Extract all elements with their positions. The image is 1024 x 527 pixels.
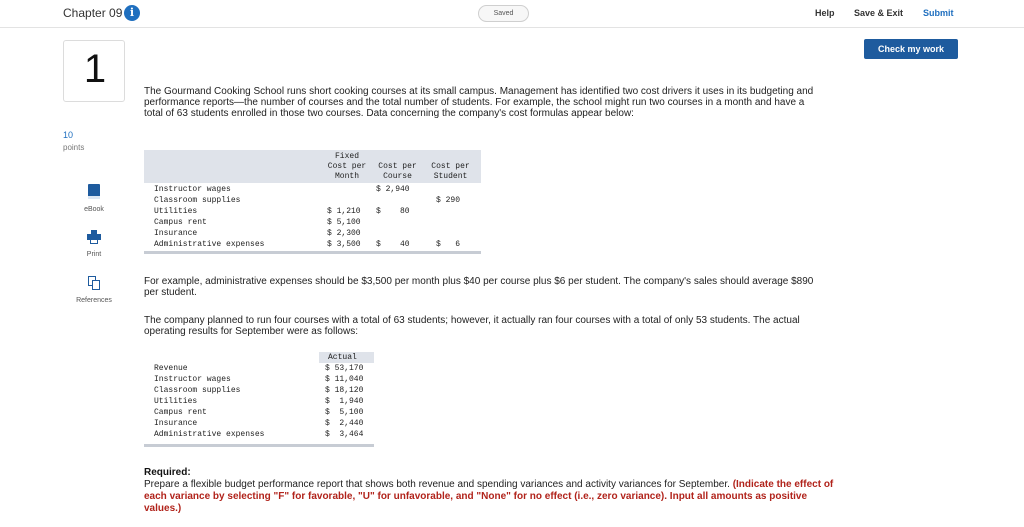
- required-section: [144, 467, 834, 515]
- intro-paragraph: The Gourmand Cooking School runs short cooking courses at its small campus. Management has identified two cost drivers it uses in its budgeting and performance reports—the number of courses and the total number of students. For example, the school might run two courses in a month and have a total of 63 students enrolled in those two courses. Data concerning the company's cost formulas appear below:: [144, 86, 814, 119]
- actual-results-table: [144, 352, 374, 447]
- table-row: [144, 418, 374, 429]
- check-my-work-button[interactable]: Check my work: [864, 39, 958, 59]
- row-label: Classroom supplies: [154, 196, 241, 205]
- table-bottom-rule: [144, 251, 481, 254]
- points-label: points: [63, 143, 85, 152]
- actual-header-label: Actual: [328, 353, 357, 362]
- row-label: Administrative expenses: [154, 430, 265, 439]
- header-course-line1: Cost per: [378, 162, 417, 171]
- actual-cell: $ 53,170: [325, 364, 364, 373]
- required-body: Prepare a flexible budget performance report that shows both revenue and spending variances and activity variances for September.: [144, 479, 730, 490]
- header-month: [317, 152, 377, 182]
- table-bottom-rule: [144, 444, 374, 447]
- actual-cell: $ 2,440: [325, 419, 364, 428]
- table-row: [144, 385, 374, 396]
- student-cell: $ 6: [436, 240, 461, 249]
- print-button[interactable]: [55, 230, 133, 258]
- table-row: [144, 239, 481, 250]
- save-exit-link[interactable]: Save & Exit: [854, 8, 904, 18]
- row-label: Insurance: [154, 419, 198, 428]
- header-course: [370, 162, 425, 182]
- header-course-line2: Course: [383, 172, 412, 181]
- table-row: [144, 407, 374, 418]
- print-label: Print: [86, 251, 102, 258]
- actual-cell: $ 1,940: [325, 397, 364, 406]
- table-row: [144, 228, 481, 239]
- course-cell: $ 2,940: [376, 185, 410, 194]
- points-value: 10: [63, 130, 74, 140]
- top-bar: [0, 0, 1024, 28]
- row-label: Instructor wages: [154, 185, 231, 194]
- table-row: [144, 374, 374, 385]
- row-label: Campus rent: [154, 408, 207, 417]
- header-month-line1: Fixed: [334, 152, 359, 161]
- references-button[interactable]: [55, 276, 133, 304]
- month-cell: $ 2,300: [327, 229, 361, 238]
- course-cell: $ 80: [376, 207, 410, 216]
- actual-cell: $ 18,120: [325, 386, 364, 395]
- example-paragraph: For example, administrative expenses should be $3,500 per month plus $40 per course plus $6 per student. The company's sales should average $890 per student.: [144, 276, 814, 298]
- row-label: Instructor wages: [154, 375, 231, 384]
- planned-paragraph: The company planned to run four courses with a total of 63 students; however, it actually ran four courses with a total of only 53 students. The actual operating results for September were as follows:: [144, 315, 800, 337]
- question-number: 1: [83, 47, 107, 91]
- submit-link[interactable]: Submit: [923, 8, 954, 18]
- actual-cell: $ 3,464: [325, 430, 364, 439]
- row-label: Campus rent: [154, 218, 207, 227]
- table-row: [144, 195, 481, 206]
- row-label: Classroom supplies: [154, 386, 241, 395]
- book-icon: [88, 184, 100, 199]
- month-cell: $ 1,210: [327, 207, 361, 216]
- student-cell: $ 290: [436, 196, 461, 205]
- course-cell: $ 40: [376, 240, 410, 249]
- required-instructions: (Indicate the effect of each variance by selecting "F" for favorable, "U" for unfavorable, and "None" for no effect (i.e., zero variance). Input all amounts as positive values.): [144, 479, 834, 514]
- table-row: [144, 217, 481, 228]
- references-label: References: [76, 297, 112, 304]
- month-cell: $ 5,100: [327, 218, 361, 227]
- actual-table-header: [144, 352, 374, 363]
- row-label: Revenue: [154, 364, 188, 373]
- printer-icon: [87, 230, 101, 244]
- header-student-line2: Student: [433, 172, 468, 181]
- header-student: [423, 162, 478, 182]
- references-icon: [87, 276, 101, 290]
- row-label: Utilities: [154, 397, 198, 406]
- header-month-line2: Cost per: [327, 162, 367, 171]
- actual-cell: $ 11,040: [325, 375, 364, 384]
- header-student-line1: Cost per: [431, 162, 470, 171]
- saved-status-badge: Saved: [478, 5, 529, 22]
- month-cell: $ 3,500: [327, 240, 361, 249]
- question-number-box: [63, 40, 125, 102]
- ebook-button[interactable]: [55, 184, 133, 213]
- table-row: [144, 396, 374, 407]
- table-row: [144, 206, 481, 217]
- help-link[interactable]: Help: [815, 8, 835, 18]
- required-heading: Required:: [144, 467, 191, 478]
- table-row: [144, 429, 374, 440]
- actual-cell: $ 5,100: [325, 408, 364, 417]
- ebook-label: eBook: [84, 206, 104, 213]
- info-icon[interactable]: i: [124, 5, 140, 21]
- table-row: [144, 363, 374, 374]
- cost-formula-table: [144, 150, 481, 254]
- table-row: [144, 184, 481, 195]
- row-label: Administrative expenses: [154, 240, 265, 249]
- row-label: Insurance: [154, 229, 198, 238]
- header-month-line3: Month: [334, 172, 359, 181]
- chapter-title: Chapter 09: [63, 6, 123, 20]
- row-label: Utilities: [154, 207, 198, 216]
